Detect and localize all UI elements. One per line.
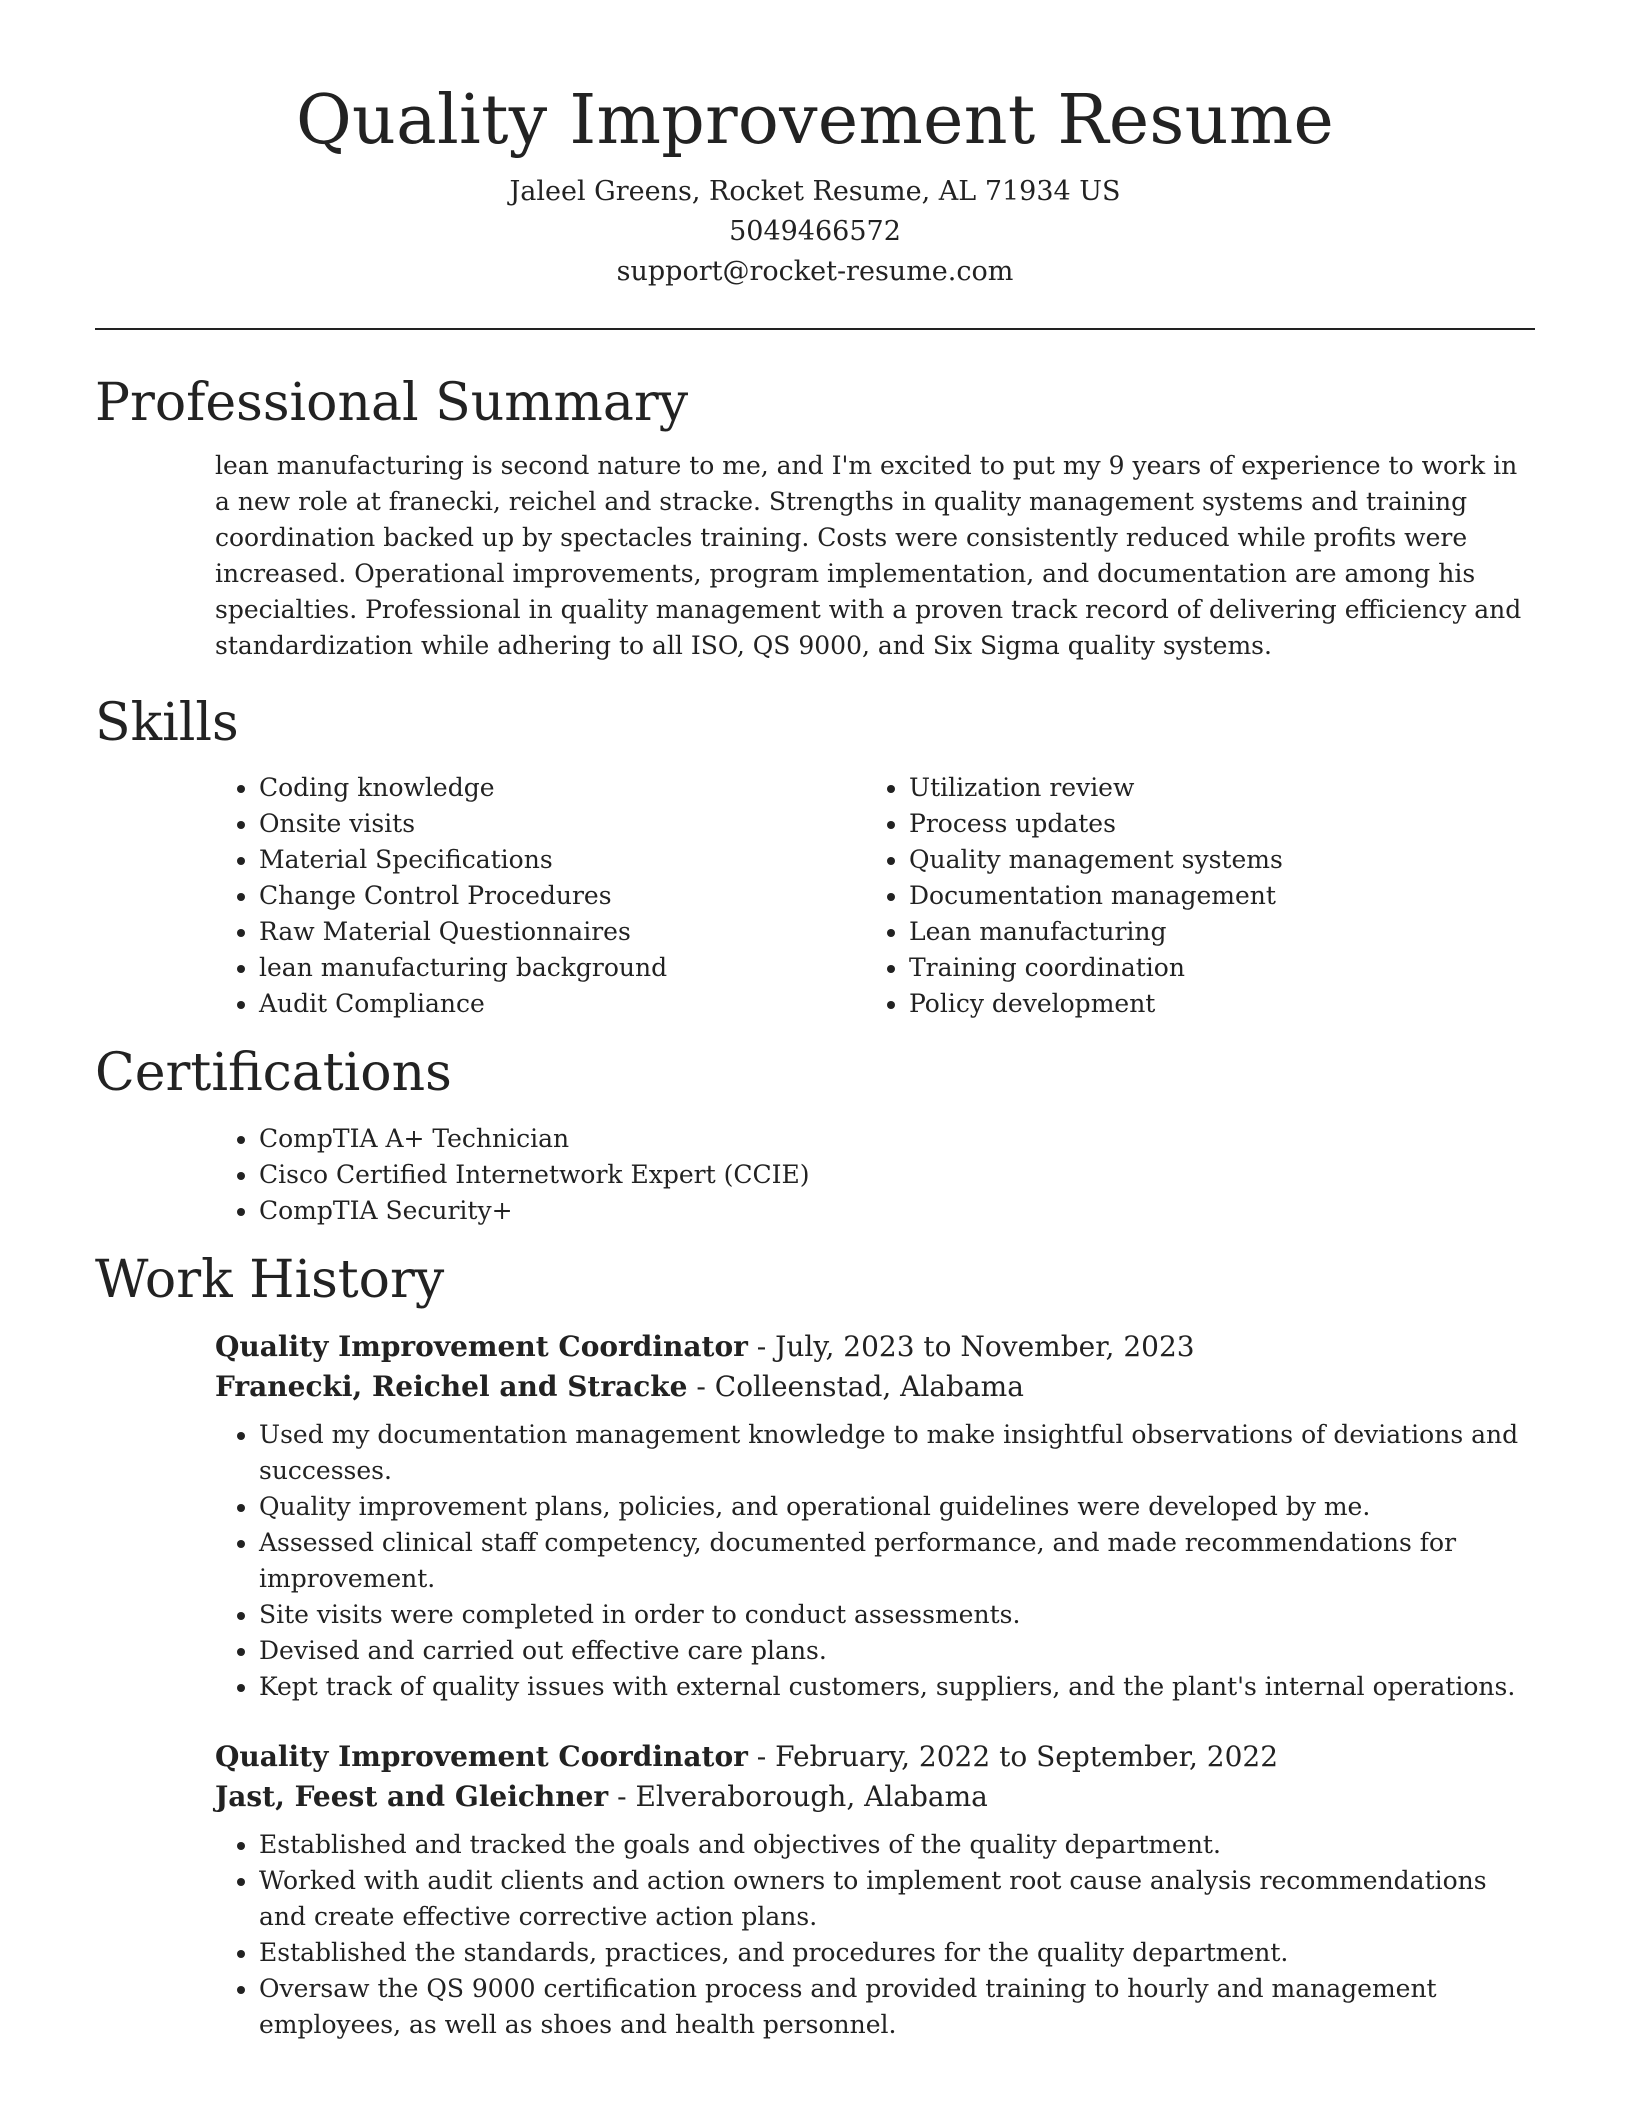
job-bullet: • Quality improvement plans, policies, and operational guidelines were developed by me. [259, 1489, 1535, 1525]
skill-item: • Documentation management [909, 878, 1515, 914]
certifications-list [215, 1121, 1535, 1229]
skill-item: • lean manufacturing background [259, 950, 865, 986]
certifications-heading: Certifications [95, 1043, 452, 1104]
job-bullet: • Site visits were completed in order to conduct assessments. [259, 1597, 1535, 1633]
job-bullet: • Used my documentation management knowledge to make insightful observations of deviations and successes. [259, 1417, 1535, 1489]
work-history-heading: Work History [95, 1249, 445, 1310]
job-location: Colleenstad, Alabama [714, 1370, 1024, 1404]
certifications-section [95, 1042, 1535, 1228]
job-title: Quality Improvement Coordinator [215, 1740, 748, 1774]
summary-section [95, 372, 1535, 664]
job-company-line: Franecki, Reichel and Stracke - Colleenstad, Alabama [215, 1370, 1024, 1404]
job-company: Franecki, Reichel and Stracke [215, 1370, 688, 1404]
work-history-section [95, 1249, 1535, 2043]
job-dates: February, 2022 to September, 2022 [775, 1740, 1279, 1774]
job-bullets [215, 1827, 1535, 2043]
job-bullet: • Devised and carried out effective care plans. [259, 1633, 1535, 1669]
resume-title: Quality Improvement Resume [295, 81, 1335, 160]
job-company: Jast, Feest and Gleichner [215, 1780, 609, 1814]
skill-item: • Process updates [909, 806, 1515, 842]
skill-item: • Quality management systems [909, 842, 1515, 878]
skill-item: • Policy development [909, 986, 1515, 1022]
job-location: Elveraborough, Alabama [635, 1780, 988, 1814]
skill-item: • Lean manufacturing [909, 914, 1515, 950]
job-entry [95, 1737, 1535, 2043]
skills-heading: Skills [95, 692, 239, 753]
skill-item: • Training coordination [909, 950, 1515, 986]
contact-phone: 5049466572 [729, 215, 901, 247]
resume-page [95, 0, 1535, 2043]
job-bullet: • Kept track of quality issues with external customers, suppliers, and the plant's internal operations. [259, 1669, 1535, 1705]
job-bullets [215, 1417, 1535, 1705]
job-dates: July, 2023 to November, 2023 [775, 1330, 1195, 1364]
job-title: Quality Improvement Coordinator [215, 1330, 748, 1364]
resume-header [95, 0, 1535, 292]
certification-item: • CompTIA A+ Technician [259, 1121, 1535, 1157]
job-title-line: Quality Improvement Coordinator - July, 2023 to November, 2023 [215, 1330, 1195, 1364]
skills-list-left [215, 770, 865, 1022]
job-entry [95, 1327, 1535, 1705]
skill-item: • Utilization review [909, 770, 1515, 806]
job-bullet: • Established the standards, practices, and procedures for the quality department. [259, 1935, 1535, 1971]
job-company-line: Jast, Feest and Gleichner - Elveraborough, Alabama [215, 1780, 988, 1814]
skill-item: • Raw Material Questionnaires [259, 914, 865, 950]
skill-item: • Material Specifications [259, 842, 865, 878]
certification-item: • Cisco Certified Internetwork Expert (CCIE) [259, 1157, 1535, 1193]
skill-item: • Audit Compliance [259, 986, 865, 1022]
job-bullet: • Worked with audit clients and action owners to implement root cause analysis recommendations and create effective corrective action plans. [259, 1863, 1535, 1935]
skill-item: • Change Control Procedures [259, 878, 865, 914]
job-bullet: • Oversaw the QS 9000 certification process and provided training to hourly and management employees, as well as shoes and health personnel. [259, 1971, 1535, 2043]
certification-item: • CompTIA Security+ [259, 1193, 1535, 1229]
skills-section [95, 692, 1535, 1022]
header-divider [95, 328, 1535, 330]
contact-block [95, 172, 1535, 292]
contact-email: support@rocket-resume.com [616, 255, 1014, 287]
job-bullet: • Assessed clinical staff competency, documented performance, and made recommendations for improvement. [259, 1525, 1535, 1597]
contact-address: Jaleel Greens, Rocket Resume, AL 71934 US [509, 175, 1121, 207]
skills-list-right [865, 770, 1515, 1022]
job-bullet: • Established and tracked the goals and objectives of the quality department. [259, 1827, 1535, 1863]
summary-text: lean manufacturing is second nature to me, and I'm excited to put my 9 years of experience to work in a new role at franecki, reichel and stracke. Strengths in quality management systems and training coordination backed up by spectacles training. Costs were consistently reduced while profits were increased. Operational improvements, program implementation, and documentation are among his specialties. Professional in quality management with a proven track record of delivering efficiency and standardization while adhering to all ISO, QS 9000, and Six Sigma quality systems. [215, 450, 1522, 660]
job-title-line: Quality Improvement Coordinator - February, 2022 to September, 2022 [215, 1740, 1279, 1774]
skill-item: • Onsite visits [259, 806, 865, 842]
skill-item: • Coding knowledge [259, 770, 865, 806]
summary-heading: Professional Summary [95, 372, 689, 433]
